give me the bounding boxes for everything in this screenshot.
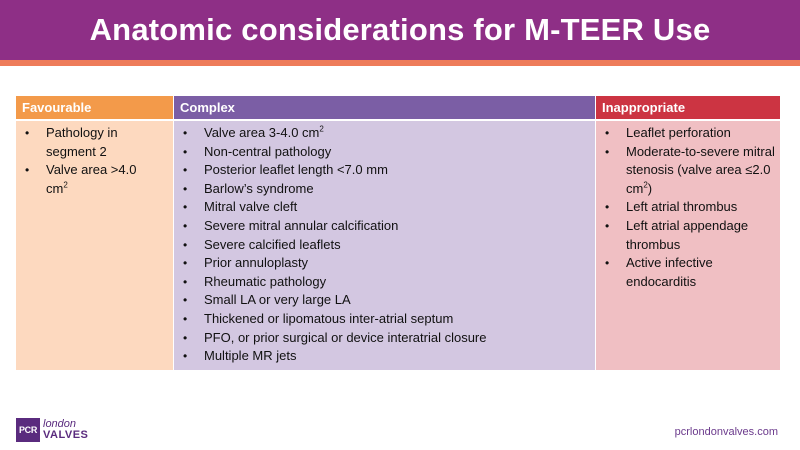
complex-list — [178, 124, 591, 366]
logo-wordmark — [43, 419, 88, 441]
item-text: Small LA or very large LA — [204, 292, 351, 308]
superscript: 2 — [643, 180, 648, 190]
page-title: Anatomic considerations for M-TEER Use — [89, 12, 711, 47]
item-text: PFO, or prior surgical or device interatrial closure — [204, 329, 487, 345]
header-complex: Complex — [174, 96, 596, 119]
item-text: Pathology in — [46, 125, 118, 140]
list-item — [178, 198, 591, 217]
item-text: Moderate-to-severe mitral stenosis (valve area ≤2.0 cm — [626, 143, 775, 196]
title-banner — [0, 0, 800, 60]
list-item — [20, 124, 169, 161]
item-text: Valve area >4.0 — [46, 162, 137, 178]
list-item — [178, 273, 591, 292]
list-item — [600, 254, 776, 291]
item-text: Active infective endocarditis — [626, 255, 713, 289]
bullet: • — [183, 144, 188, 159]
list-item — [178, 217, 591, 236]
bullet: • — [183, 181, 188, 196]
item-text: Left atrial thrombus — [626, 199, 738, 215]
list-item — [178, 180, 591, 199]
item-text: cm — [46, 180, 64, 196]
bullet: • — [183, 126, 188, 140]
bullet: • — [183, 256, 188, 271]
list-item — [178, 310, 591, 329]
inappropriate-list — [600, 124, 776, 291]
bullet: • — [183, 311, 188, 326]
list-item — [178, 161, 591, 180]
list-item — [20, 161, 169, 198]
superscript: 2 — [319, 124, 324, 134]
list-item — [178, 347, 591, 366]
item-text: Posterior leaflet length <7.0 mm — [204, 162, 388, 178]
favourable-list — [20, 124, 169, 198]
header-favourable: Favourable — [16, 96, 174, 119]
item-text: Severe calcified leaflets — [204, 236, 341, 252]
item-text: Severe mitral annular calcification — [204, 217, 399, 233]
item-text: segment 2 — [46, 143, 107, 159]
list-item — [178, 329, 591, 348]
footer-url[interactable]: pcrlondonvalves.com — [674, 426, 778, 438]
bullet: • — [183, 218, 188, 233]
header-inappropriate: Inappropriate — [596, 96, 780, 119]
bullet: • — [183, 330, 188, 345]
inappropriate-cell — [596, 119, 780, 370]
item-text: Thickened or lipomatous inter-atrial septum — [204, 310, 454, 326]
item-text: Non-central pathology — [204, 143, 332, 159]
superscript: 2 — [63, 180, 68, 190]
list-item — [600, 217, 776, 254]
bullet: • — [605, 126, 610, 140]
list-item — [178, 124, 591, 143]
item-text: Prior annuloplasty — [204, 255, 309, 271]
item-text: Left atrial appendage thrombus — [626, 217, 749, 252]
item-text: ) — [647, 180, 653, 196]
bullet: • — [183, 349, 188, 364]
complex-cell — [174, 119, 596, 370]
bullet: • — [605, 256, 610, 271]
item-text: Barlow’s syndrome — [204, 180, 314, 196]
bullet: • — [25, 126, 30, 140]
list-item — [600, 124, 776, 143]
bullet: • — [183, 237, 188, 252]
bullet: • — [183, 293, 188, 308]
list-item — [178, 254, 591, 273]
logo-mark: PCR — [16, 418, 40, 442]
bullet: • — [605, 200, 610, 215]
list-item — [600, 143, 776, 199]
item-text: Rheumatic pathology — [204, 273, 327, 289]
accent-divider — [0, 60, 800, 66]
item-text: Leaflet perforation — [626, 125, 731, 140]
item-text: Multiple MR jets — [204, 348, 297, 364]
bullet: • — [605, 144, 610, 159]
bullet: • — [183, 163, 188, 178]
pcr-london-valves-logo — [16, 417, 88, 443]
bullet: • — [25, 163, 30, 178]
favourable-cell — [16, 119, 174, 370]
list-item — [178, 236, 591, 255]
bullet: • — [183, 274, 188, 289]
bullet: • — [605, 218, 610, 233]
list-item — [178, 291, 591, 310]
considerations-table — [16, 96, 780, 370]
item-text: Mitral valve cleft — [204, 199, 298, 215]
list-item — [178, 143, 591, 162]
bullet: • — [183, 200, 188, 215]
item-text: Valve area 3-4.0 cm — [204, 125, 320, 140]
logo-bottom-text: VALVES — [43, 429, 89, 441]
logo-top-text: london — [43, 418, 77, 430]
list-item — [600, 198, 776, 217]
